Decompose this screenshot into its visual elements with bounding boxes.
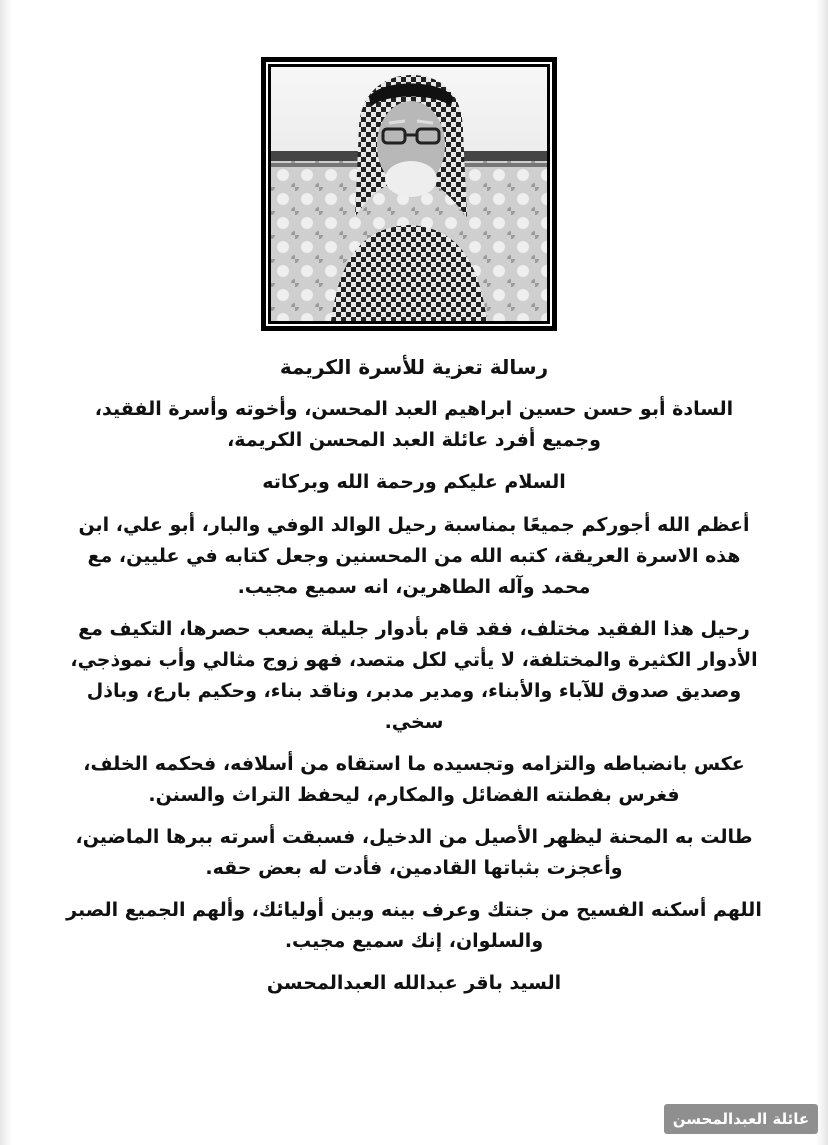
letter-recipients	[60, 394, 768, 456]
letter-paragraph: أعظم الله أجوركم جميعًا بمناسبة رحيل الوالد الوفي والبار، أبو علي، ابن هذه الاسرة العريقة، كتبه الله من المحسنين وجعل كتابه في عليين، مع محمد وآله الطاهرين، انه سميع مجيب.	[78, 514, 750, 598]
portrait-photo	[266, 62, 552, 326]
person-portrait-icon	[271, 67, 547, 321]
recipients-line: وجميع أفرد عائلة العبد المحسن الكريمة،	[227, 429, 601, 451]
letter-paragraph: طالت به المحنة ليظهر الأصيل من الدخيل، فسبقت أسرته ببرها الماضين، وأعجزت بثباتها القادمين، فأدت له بعض حقه.	[75, 826, 753, 879]
letter-signature: السيد باقر عبدالله العبدالمحسن	[266, 972, 562, 994]
page-edge-shadow-left	[0, 0, 12, 1145]
condolence-letter	[60, 352, 768, 1010]
portrait-frame	[261, 57, 557, 331]
letter-title: رسالة تعزية للأسرة الكريمة	[279, 355, 549, 379]
letter-paragraph: اللهم أسكنه الفسيح من جنتك وعرف بينه وبين أوليائك، وألهم الجميع الصبر والسلوان، إنك سميع مجيب.	[66, 899, 762, 952]
watermark-badge: عائلة العبدالمحسن	[664, 1104, 818, 1134]
letter-paragraph: رحيل هذا الفقيد مختلف، فقد قام بأدوار جليلة يصعب حصرها، التكيف مع الأدوار الكثيرة والمختلفة، لا يأتي لكل متصد، فهو زوج مثالي وأب نموذجي، وصديق صدوق للآباء والأبناء، ومدير مدبر، وناقد بناء، وحكيم بارع، وباذل سخي.	[70, 618, 758, 733]
page-edge-shadow-right	[816, 0, 828, 1145]
letter-paragraph: عكس بانضباطه والتزامه وتجسيده ما استقاه من أسلافه، فحكمه الخلف، فغرس بفطنته الفضائل والمكارم، ليحفظ التراث والسنن.	[83, 753, 745, 806]
recipients-line: السادة أبو حسن حسين ابراهيم العبد المحسن، وأخوته وأسرة الفقيد،	[94, 398, 734, 420]
letter-greeting: السلام عليكم ورحمة الله وبركاته	[262, 471, 566, 493]
